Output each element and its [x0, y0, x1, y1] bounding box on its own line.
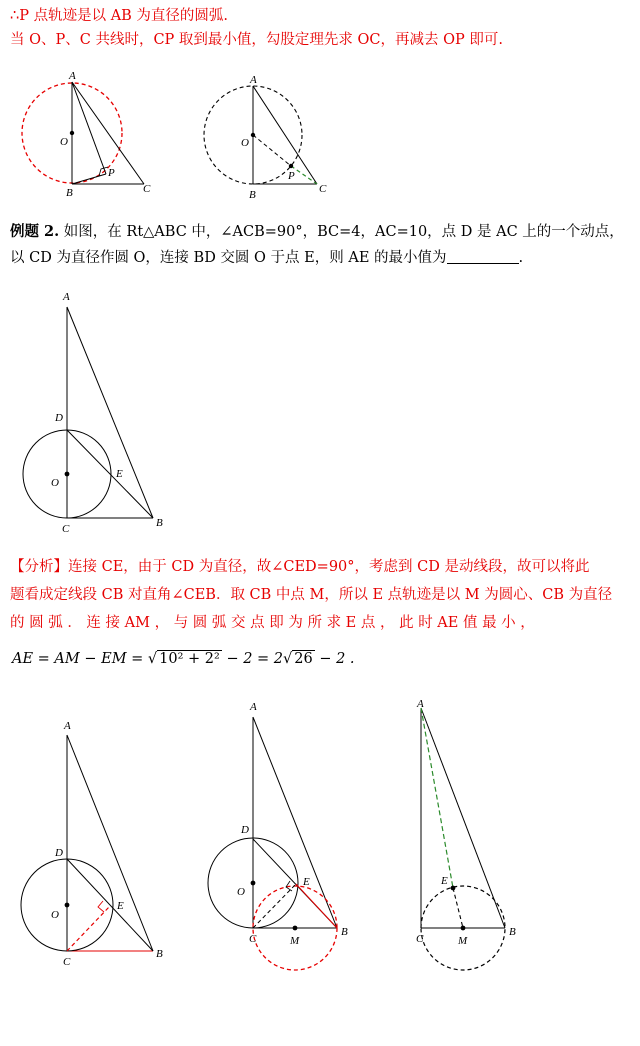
fig6-label-B: B — [509, 926, 516, 938]
example2-period: . — [518, 250, 524, 266]
example2-line-2 — [10, 248, 632, 268]
fig5-label-C: C — [249, 933, 257, 945]
formula-end: − 2 . — [314, 651, 355, 667]
example2-text-1: 如图，在 Rt△ABC 中，∠ACB=90°，BC=4，AC=10，点 D 是 AC 上的一个动点， — [63, 224, 624, 240]
fig4-label-C: C — [63, 956, 71, 968]
fig2-label-P: P — [288, 170, 295, 182]
fig6-label-C: C — [416, 933, 424, 945]
fig5-label-D: D — [241, 824, 249, 836]
fig5-label-M: M — [290, 935, 300, 947]
fig4-label-O: O — [51, 909, 59, 921]
fig5-label-A: A — [250, 701, 257, 713]
analysis-formula: AE = AM − EM = √ 10² + 2² − 2 = 2√ 26 − 2 . — [12, 651, 355, 667]
fig3-label-E: E — [116, 468, 123, 480]
example2-label: 例题 2. — [10, 223, 60, 240]
fig1-label-C: C — [143, 183, 151, 195]
formula-sqrt-1: 10² + 2² — [159, 651, 220, 667]
fig3-label-O: O — [51, 477, 59, 489]
answer-blank — [447, 249, 519, 264]
fig1-label-P: P — [108, 167, 115, 179]
fig3-label-D: D — [55, 412, 63, 424]
fig6-label-A: A — [417, 698, 424, 710]
fig6-label-M: M — [458, 935, 468, 947]
fig2-label-O: O — [241, 137, 249, 149]
fig2-label-C: C — [319, 183, 327, 195]
fig1-label-O: O — [60, 136, 68, 148]
fig4-label-B: B — [156, 948, 163, 960]
intro-line-2: 当 O、P、C 共线时，CP 取到最小值，勾股定理先求 OC，再减去 OP 即可. — [10, 32, 503, 48]
figure-4 — [15, 715, 185, 970]
fig4-label-E: E — [117, 900, 124, 912]
example2-line-1 — [10, 222, 632, 242]
figure-1 — [10, 70, 170, 200]
fig6-label-E: E — [441, 875, 448, 887]
analysis-line-3: 的 圆 弧 ． 连 接 AM ， 与 圆 弧 交 点 即 为 所 求 E 点 ， 此 时 AE 值 最 小 ， — [10, 615, 535, 631]
fig4-label-A: A — [64, 720, 71, 732]
intro-line-1: ∴P 点轨迹是以 AB 为直径的圆弧. — [10, 8, 229, 24]
fig5-label-O: O — [237, 886, 245, 898]
fig3-label-C: C — [62, 523, 70, 535]
fig5-label-B: B — [341, 926, 348, 938]
formula-mid: − 2 = 2 — [221, 651, 284, 667]
fig5-label-E: E — [303, 876, 310, 888]
example2-text-2: 以 CD 为直径作圆 O，连接 BD 交圆 O 于点 E，则 AE 的最小值为 — [10, 250, 447, 266]
figure-3 — [15, 285, 185, 535]
figure-5 — [200, 695, 370, 985]
analysis-line-1: 【分析】连接 CE，由于 CD 为直径，故∠CED=90°，考虑到 CD 是动线段，故可以将此 — [10, 559, 590, 575]
analysis-line-2: 题看成定线段 CB 对直角∠CEB．取 CB 中点 M，所以 E 点轨迹是以 M 为圆心、CB 为直径 — [10, 587, 613, 603]
fig3-label-A: A — [63, 291, 70, 303]
formula-left: AE = AM − EM = — [12, 651, 148, 667]
fig3-label-B: B — [156, 517, 163, 529]
fig1-label-A: A — [69, 70, 76, 82]
fig4-label-D: D — [55, 847, 63, 859]
fig2-label-B: B — [249, 189, 256, 200]
fig1-label-B: B — [66, 187, 73, 199]
figure-2 — [195, 70, 355, 200]
fig2-label-A: A — [250, 74, 257, 86]
formula-sqrt-2: 26 — [294, 651, 313, 667]
figure-6 — [405, 695, 535, 985]
